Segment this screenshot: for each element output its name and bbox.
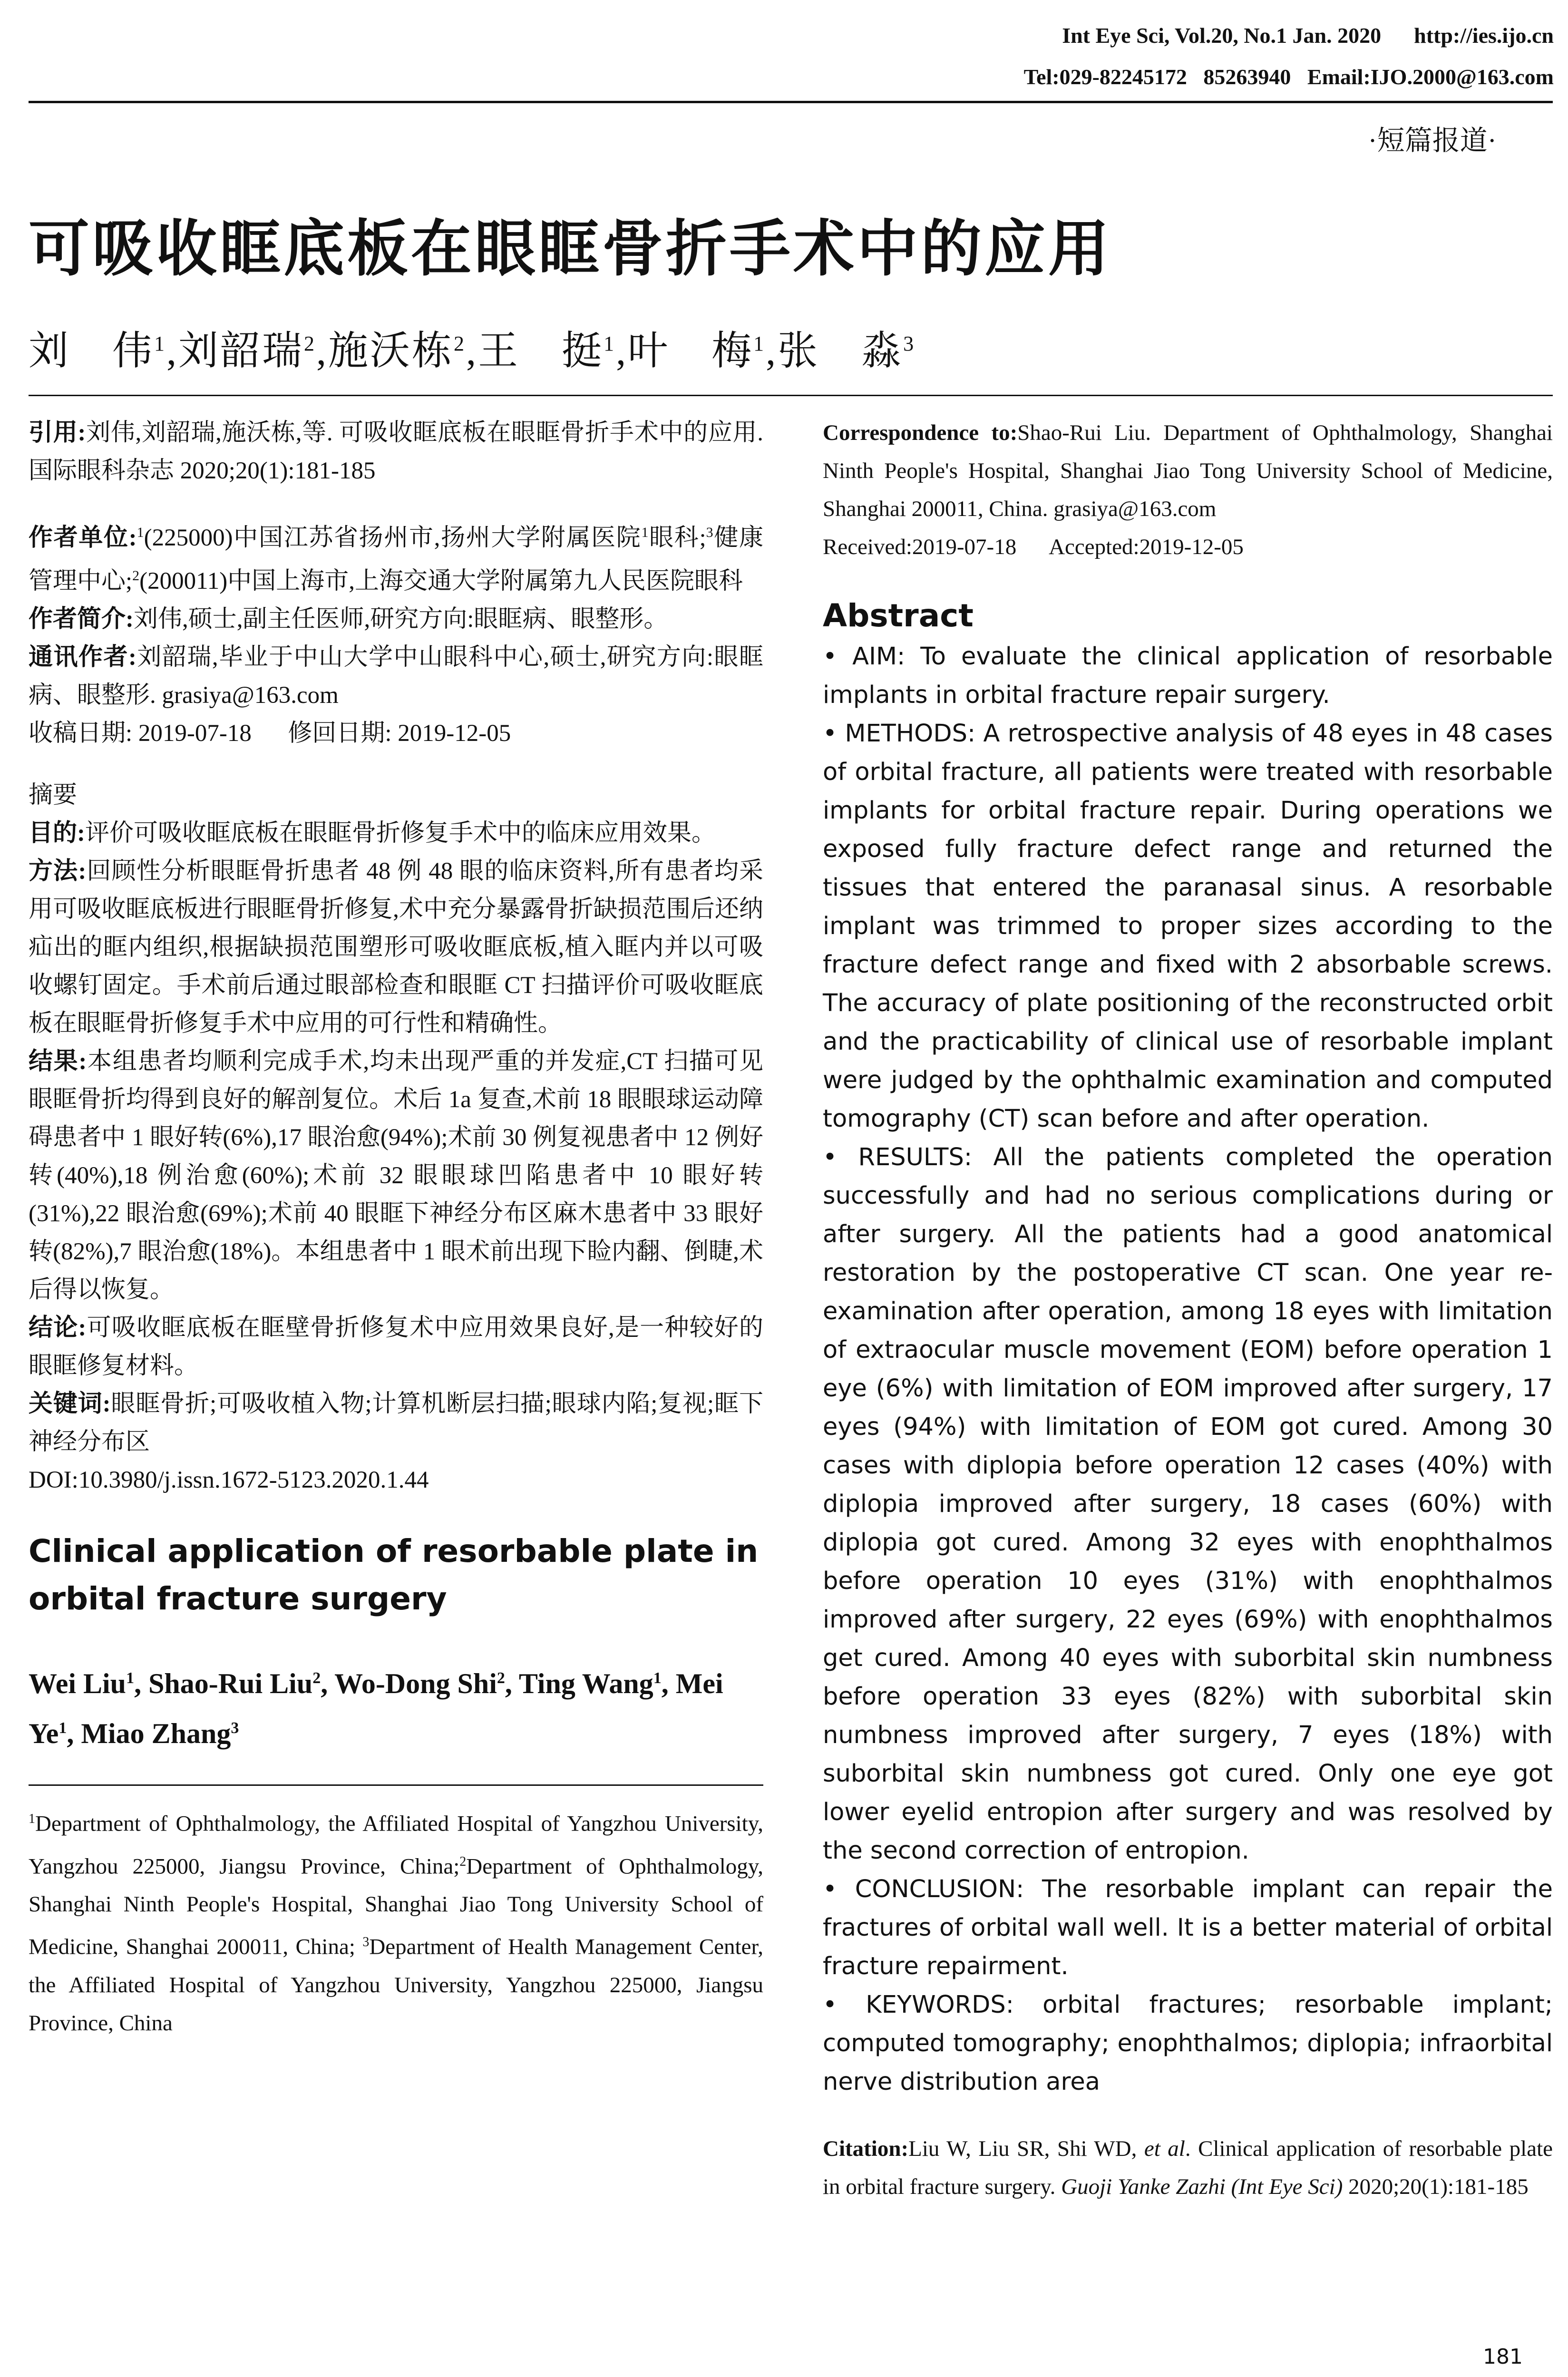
keywords-en: • KEYWORDS: orbital fractures; resorbable implant; computed tomography; enophthalmos; diplopia; infraorbital nerve distribution area <box>823 1991 1553 2096</box>
aim-en: • AIM: To evaluate the clinical application of resorbable implants in orbital fracture repair surgery. <box>823 643 1553 709</box>
keywords-label: 关键词: <box>29 1391 111 1417</box>
author-sup: 1 <box>753 332 766 355</box>
author-name: Mei Ye <box>29 1668 723 1749</box>
author-sup: 2 <box>304 332 317 355</box>
method-cn <box>29 852 763 1042</box>
journal-header-line1: Int Eye Sci, Vol.20, No.1 Jan. 2020 http://ies.ijo.cn <box>1062 23 1554 48</box>
header-rule <box>29 101 1553 103</box>
author-name: 刘韶瑞 <box>178 329 304 373</box>
method-text: 回顾性分析眼眶骨折患者 48 例 48 眼的临床资料,所有患者均采用可吸收眶底板进行眼眶骨折修复,术中充分暴露骨折缺损范围后还纳疝出的眶内组织,根据缺损范围塑形可吸收眶底板,植入眶内并以可吸收螺钉固定。手术前后通过眼部检查和眼眶 CT 扫描评价可吸收眶底板在眼眶骨折修复手术中应用的可行性和精确性。 <box>29 858 763 1037</box>
corr-label: 通讯作者: <box>29 644 136 671</box>
sup: 1 <box>136 525 144 540</box>
citation-text: . Clinical application of resorbable plate in orbital fracture surgery. <box>823 2136 1553 2199</box>
author-sup: 2 <box>454 332 467 355</box>
affiliation-rule <box>29 1784 763 1786</box>
corresponding-author-cn <box>29 638 763 714</box>
correspondence-en <box>823 414 1553 528</box>
authors-en <box>29 1656 763 1756</box>
left-column <box>29 414 763 2042</box>
aim-text: 评价可吸收眶底板在眼眶骨折修复手术中的临床应用效果。 <box>85 820 716 847</box>
unit-text: 眼科; <box>648 525 706 551</box>
author-unit <box>29 514 763 600</box>
article-title-cn: 可吸收眶底板在眼眶骨折手术中的应用 <box>29 214 1112 284</box>
article-title-en: Clinical application of resorbable plate in orbital fracture surgery <box>29 1533 759 1617</box>
sup: 1 <box>641 525 649 540</box>
citation-text: 2020;20(1):181-185 <box>1343 2174 1529 2199</box>
intro-label: 作者简介: <box>29 606 134 633</box>
citation-label: Citation: <box>823 2136 909 2161</box>
intro-text: 刘伟,硕士,副主任医师,研究方向:眼眶病、眼整形。 <box>133 606 668 633</box>
author-sup: 1 <box>58 1719 67 1737</box>
author-name: 张 淼 <box>778 329 904 373</box>
affiliations-en <box>29 1800 763 2042</box>
section-tag: ·短篇报道· <box>1368 125 1497 156</box>
sup: 2 <box>132 568 140 584</box>
results-en: • RESULTS: All the patients completed the operation successfully and had no serious complications during or after surgery. All the patients had a good anatomical restoration by the postoperative CT scan. One year re-examination after operation, among 18 eyes with limitation of extraocular muscle movement (EOM) before operation 1 eye (6%) with limitation of EOM improved after surgery, 17 eyes (94%) with limitation of EOM got cured. Among 30 cases with diplopia before operation 12 cases (40%) with diplopia improved after surgery, 18 cases (60%) with diplopia got cured. Among 32 eyes with enophthalmos before operation 10 eyes (31%) with enophthalmos improved after surgery, 22 eyes (69%) with enophthalmos get cured. Among 40 eyes with suborbital skin numbness before operation 33 eyes (82%) with suborbital skin numbness improved after surgery, 7 eyes (18%) with suborbital skin numbness got cured. Only one eye got lower eyelid entropion after surgery and was resolved by the second correction of entropion. <box>823 1143 1553 1865</box>
cite-cn <box>29 414 763 490</box>
citation-text: Liu W, Liu SR, Shi WD, <box>908 2136 1144 2161</box>
methods-en: • METHODS: A retrospective analysis of 48 eyes in 48 cases of orbital fracture, all patients were treated with resorbable implants for orbital fracture repair. During operations we exposed fully fracture defect range and returned the tissues that entered the paranasal sinus. A resorbable implant was trimmed to proper sizes according to the fracture defect range and fixed with 2 absorbable screws. The accuracy of plate positioning of the reconstructed orbit and the practicability of clinical use of resorbable implant were judged by the ophthalmic examination and computed tomography (CT) scan before and after operation. <box>823 720 1553 1133</box>
author-separator: , <box>505 1668 519 1699</box>
aim-label: 目的: <box>29 820 85 847</box>
author-name: Ting Wang <box>518 1668 653 1699</box>
author-separator: , <box>67 1718 81 1749</box>
sup: 3 <box>706 525 713 540</box>
author-sup: 3 <box>903 332 916 355</box>
right-column <box>823 414 1553 2206</box>
page-number: 181 <box>1483 2345 1523 2369</box>
conclusion-label: 结论: <box>29 1315 87 1341</box>
abstract-head-en: Abstract <box>823 597 974 634</box>
author-separator: , <box>321 1668 335 1699</box>
correspondence-text: Shao-Rui Liu. Department of Ophthalmology, Shanghai Ninth People's Hospital, Shanghai Jiao Tong University School of Medicine, Shanghai 200011, China. grasiya@163.com <box>823 420 1553 521</box>
citation-en <box>823 2130 1553 2206</box>
author-sup: 1 <box>154 332 167 355</box>
author-name: Wei Liu <box>29 1668 127 1699</box>
author-sup: 2 <box>497 1669 505 1687</box>
author-separator: , <box>134 1668 149 1699</box>
citation-journal: Guoji Yanke Zazhi (Int Eye Sci) <box>1061 2174 1343 2199</box>
dates-cn: 收稿日期: 2019-07-18 修回日期: 2019-12-05 <box>29 720 511 747</box>
sup: 2 <box>459 1854 467 1869</box>
abstract-head-cn: 摘要 <box>29 782 78 809</box>
author-separator: , <box>466 329 478 373</box>
author-name: Miao Zhang <box>81 1718 231 1749</box>
author-name: Wo-Dong Shi <box>334 1668 497 1699</box>
affiliation-text: Department of Ophthalmology, the Affiliated Hospital of Yangzhou University, Yangzhou 225000, Jiangsu Province, China; <box>29 1811 763 1879</box>
conclusion-text: 可吸收眶底板在眶壁骨折修复术中应用效果良好,是一种较好的眼眶修复材料。 <box>29 1315 763 1379</box>
author-name: 叶 梅 <box>628 329 754 373</box>
conclusion-cn <box>29 1309 763 1385</box>
keywords-text: 眼眶骨折;可吸收植入物;计算机断层扫描;眼球内陷;复视;眶下神经分布区 <box>29 1391 763 1455</box>
author-sup: 2 <box>312 1669 321 1687</box>
unit-label: 作者单位: <box>29 525 137 551</box>
unit-text: (200011)中国上海市,上海交通大学附属第九人民医院眼科 <box>139 568 743 594</box>
author-sup: 3 <box>231 1719 239 1737</box>
result-cn <box>29 1042 763 1309</box>
sup: 1 <box>29 1812 35 1826</box>
author-separator: , <box>616 329 628 373</box>
author-separator: , <box>166 329 179 373</box>
journal-header-line2: Tel:029-82245172 85263940 Email:IJO.2000@163.com <box>1023 65 1554 89</box>
doi: DOI:10.3980/j.issn.1672-5123.2020.1.44 <box>29 1467 429 1493</box>
cite-label: 引用: <box>29 419 86 446</box>
correspondence-label: Correspondence to: <box>823 420 1018 445</box>
unit-text: 健康管理中心; <box>29 525 763 594</box>
authors-rule <box>29 395 1553 396</box>
author-separator: , <box>661 1668 676 1699</box>
author-name: 王 挺 <box>478 329 604 373</box>
affiliation-text: Department of Health Management Center, the Affiliated Hospital of Yangzhou University, Yangzhou 225000, Jiangsu Province, China <box>29 1934 763 2036</box>
sup: 3 <box>362 1935 370 1950</box>
aim-cn <box>29 814 763 852</box>
result-label: 结果: <box>29 1048 87 1075</box>
unit-text: (225000)中国江苏省扬州市,扬州大学附属医院 <box>144 525 642 551</box>
author-separator: , <box>766 329 778 373</box>
result-text: 本组患者均顺利完成手术,均未出现严重的并发症,CT 扫描可见眼眶骨折均得到良好的解剖复位。术后 1a 复查,术前 18 眼眼球运动障碍患者中 1 眼好转(6%),17 眼治愈(94%);术前 30 例复视患者中 12 例好转(40%),18 例治愈(60%);术前 32 眼眼球凹陷患者中 10 眼好转(31%),22 眼治愈(69%);术前 40 眼眶下神经分布区麻木患者中 33 眼好转(82%),7 眼治愈(18%)。本组患者中 1 眼术前出现下睑内翻、倒睫,术后得以恢复。 <box>29 1048 763 1303</box>
author-name: 刘 伟 <box>29 329 155 373</box>
author-name: 施沃栋 <box>328 329 454 373</box>
keywords-cn <box>29 1385 763 1461</box>
citation-etal: et al <box>1144 2136 1185 2161</box>
corr-text: 刘韶瑞,毕业于中山大学中山眼科中心,硕士,研究方向:眼眶病、眼整形. grasiya@163.com <box>29 644 763 709</box>
author-name: Shao-Rui Liu <box>148 1668 313 1699</box>
author-sup: 1 <box>126 1669 135 1687</box>
author-sup: 1 <box>604 332 616 355</box>
conclusion-en: • CONCLUSION: The resorbable implant can repair the fractures of orbital wall well. It is a better material of orbital fracture repairment. <box>823 1875 1553 1980</box>
author-sup: 1 <box>653 1669 662 1687</box>
author-separator: , <box>316 329 329 373</box>
cite-text: 刘伟,刘韶瑞,施沃栋,等. 可吸收眶底板在眼眶骨折手术中的应用.国际眼科杂志 2020;20(1):181-185 <box>29 419 764 484</box>
affiliation-text: Department of Ophthalmology, Shanghai Ninth People's Hospital, Shanghai Jiao Tong University School of Medicine, Shanghai 200011, China; <box>29 1854 763 1959</box>
method-label: 方法: <box>29 858 87 885</box>
authors-cn <box>29 319 915 376</box>
received-dates: Received:2019-07-18 Accepted:2019-12-05 <box>823 535 1244 559</box>
author-intro <box>29 600 763 638</box>
